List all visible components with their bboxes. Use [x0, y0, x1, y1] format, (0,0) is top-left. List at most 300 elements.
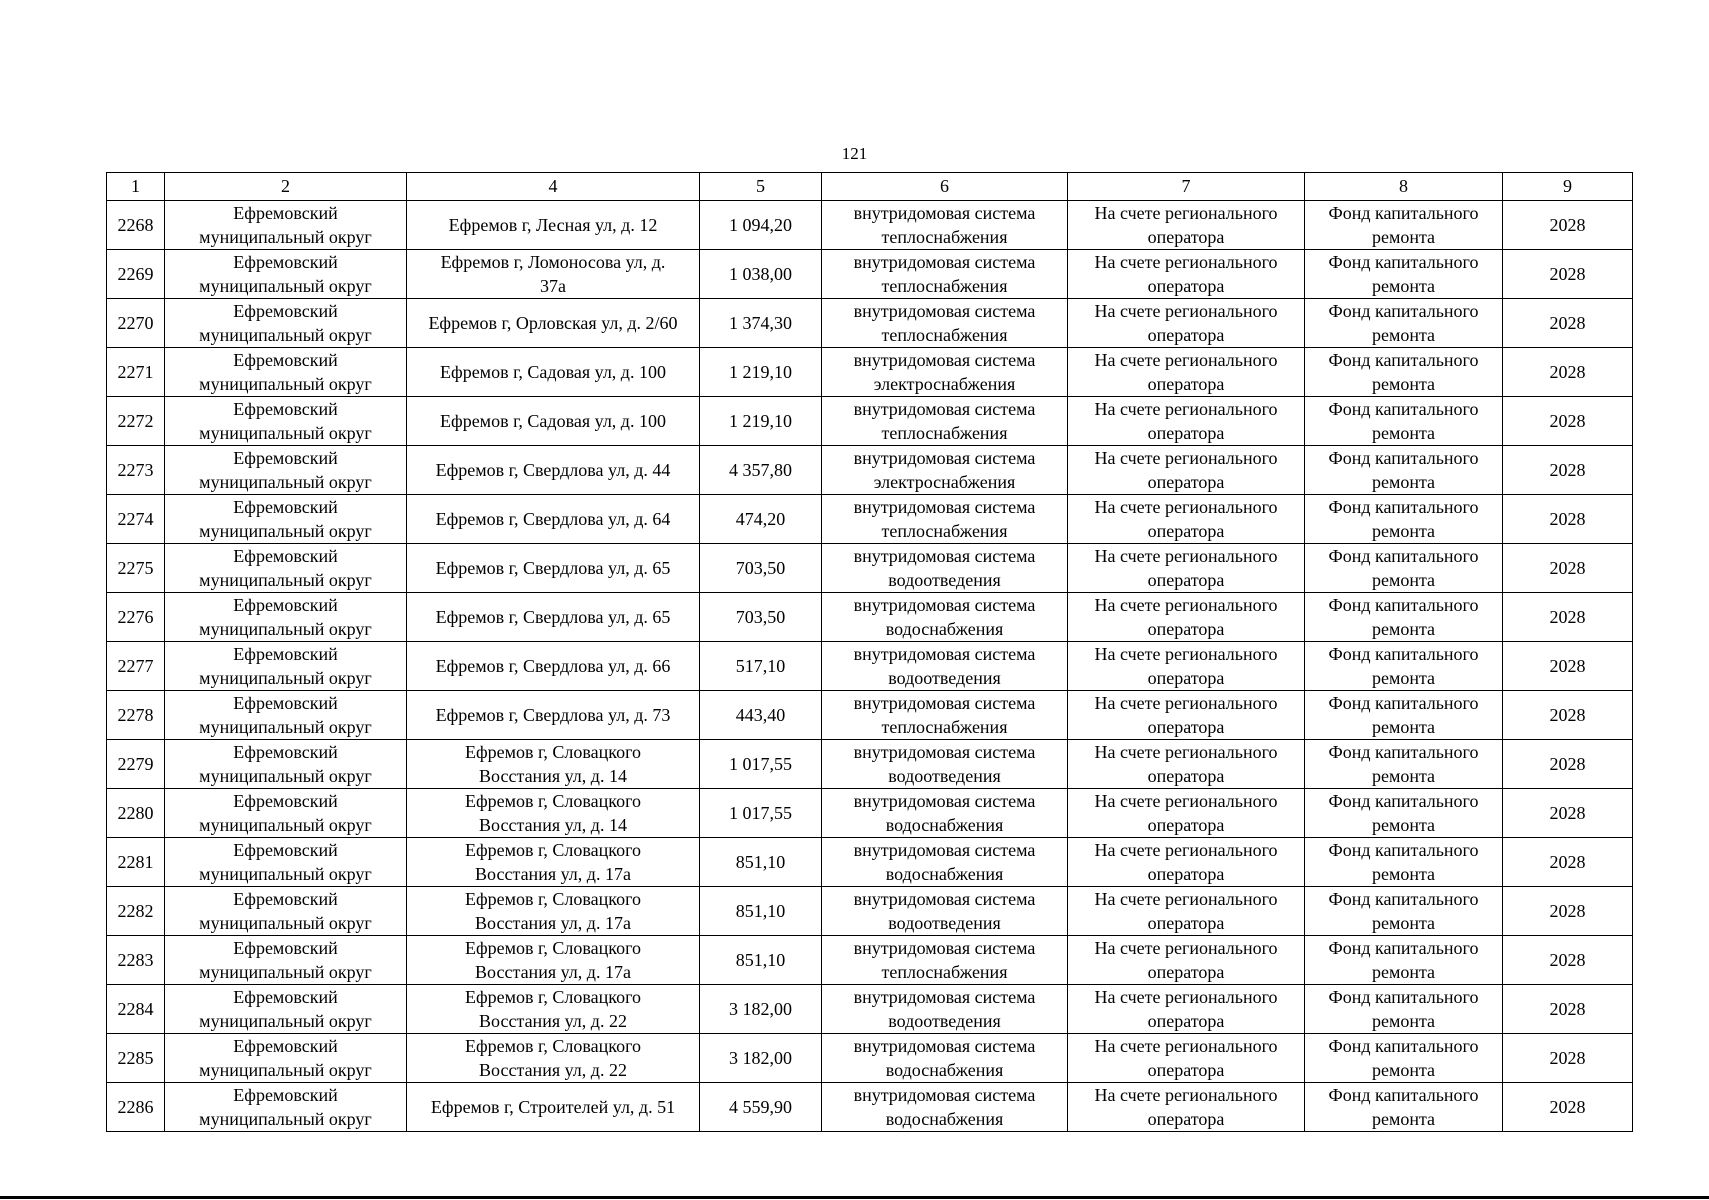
funding-source-cell-text: Фонд капитального ремонта	[1328, 693, 1479, 737]
table-row	[107, 838, 1633, 887]
planned-year-cell-text: 2028	[1549, 1048, 1586, 1068]
fund-account-cell	[1068, 544, 1305, 593]
area-cell-text: 1 094,20	[729, 215, 792, 235]
planned-year-cell	[1503, 789, 1633, 838]
district-cell	[165, 348, 407, 397]
fund-account-cell-text: На счете регионального оператора	[1094, 791, 1278, 835]
row-number-cell	[107, 838, 165, 887]
funding-source-cell-text: Фонд капитального ремонта	[1328, 252, 1479, 296]
address-cell	[407, 544, 700, 593]
row-number-cell-text: 2271	[117, 362, 154, 382]
engineering-system-cell-text: внутридомовая система теплоснабжения	[853, 693, 1036, 737]
fund-account-cell-text: На счете регионального оператора	[1094, 742, 1278, 786]
area-cell-text: 1 017,55	[729, 754, 792, 774]
address-cell-text: Ефремов г, Свердлова ул, д. 73	[435, 705, 671, 725]
address-cell	[407, 936, 700, 985]
funding-source-cell-text: Фонд капитального ремонта	[1328, 644, 1479, 688]
funding-source-cell-text: Фонд капитального ремонта	[1328, 840, 1479, 884]
funding-source-cell	[1305, 397, 1503, 446]
engineering-system-cell-text: внутридомовая система электроснабжения	[853, 448, 1036, 492]
engineering-system-cell-text: внутридомовая система водоотведения	[853, 546, 1036, 590]
page-bottom-rule	[0, 1196, 1709, 1199]
engineering-system-cell	[822, 838, 1068, 887]
row-number-cell-text: 2281	[117, 852, 154, 872]
area-cell-text: 3 182,00	[729, 999, 792, 1019]
address-cell-text: Ефремов г, Свердлова ул, д. 65	[435, 558, 671, 578]
row-number-cell	[107, 740, 165, 789]
row-number-cell	[107, 299, 165, 348]
planned-year-cell	[1503, 642, 1633, 691]
area-cell-text: 851,10	[735, 852, 786, 872]
district-cell-text: Ефремовский муниципальный округ	[199, 350, 372, 394]
funding-source-cell	[1305, 642, 1503, 691]
area-cell	[700, 250, 822, 299]
fund-account-cell-text: На счете регионального оператора	[1094, 350, 1278, 394]
row-number-cell	[107, 446, 165, 495]
engineering-system-cell	[822, 495, 1068, 544]
planned-year-cell-text: 2028	[1549, 901, 1586, 921]
address-cell-text: Ефремов г, Словацкого Восстания ул, д. 14	[464, 791, 642, 835]
fund-account-cell-text: На счете регионального оператора	[1094, 546, 1278, 590]
district-cell-text: Ефремовский муниципальный округ	[199, 448, 372, 492]
district-cell-text: Ефремовский муниципальный округ	[199, 595, 372, 639]
engineering-system-cell	[822, 985, 1068, 1034]
fund-account-cell-text: На счете регионального оператора	[1094, 252, 1278, 296]
engineering-system-cell-text: внутридомовая система водоотведения	[853, 742, 1036, 786]
fund-account-cell	[1068, 936, 1305, 985]
funding-source-cell	[1305, 495, 1503, 544]
fund-account-cell-text: На счете регионального оператора	[1094, 497, 1278, 541]
engineering-system-cell-text: внутридомовая система водоотведения	[853, 644, 1036, 688]
row-number-cell-text: 2272	[117, 411, 154, 431]
address-cell	[407, 985, 700, 1034]
fund-account-cell-text: На счете регионального оператора	[1094, 301, 1278, 345]
district-cell	[165, 838, 407, 887]
row-number-cell	[107, 201, 165, 250]
area-cell-text: 1 038,00	[729, 264, 792, 284]
planned-year-cell	[1503, 740, 1633, 789]
planned-year-cell-text: 2028	[1549, 215, 1586, 235]
fund-account-cell-text: На счете регионального оператора	[1094, 987, 1278, 1031]
area-cell	[700, 544, 822, 593]
row-number-cell-text: 2270	[117, 313, 154, 333]
address-cell-text: Ефремов г, Садовая ул, д. 100	[440, 362, 666, 382]
table-row	[107, 1083, 1633, 1132]
planned-year-cell-text: 2028	[1549, 362, 1586, 382]
engineering-system-cell	[822, 593, 1068, 642]
engineering-system-cell	[822, 936, 1068, 985]
planned-year-cell	[1503, 1083, 1633, 1132]
funding-source-cell	[1305, 740, 1503, 789]
planned-year-cell	[1503, 887, 1633, 936]
district-cell-text: Ефремовский муниципальный округ	[199, 791, 372, 835]
fund-account-cell-text: На счете регионального оператора	[1094, 693, 1278, 737]
area-cell-text: 703,50	[735, 607, 786, 627]
planned-year-cell-text: 2028	[1549, 509, 1586, 529]
fund-account-cell	[1068, 201, 1305, 250]
engineering-system-cell	[822, 544, 1068, 593]
address-cell-text: Ефремов г, Словацкого Восстания ул, д. 17а	[464, 938, 642, 982]
row-number-cell-text: 2273	[117, 460, 154, 480]
district-cell-text: Ефремовский муниципальный округ	[199, 889, 372, 933]
engineering-system-cell	[822, 1034, 1068, 1083]
column-header: 4	[407, 173, 700, 201]
funding-source-cell-text: Фонд капитального ремонта	[1328, 987, 1479, 1031]
engineering-system-cell	[822, 1083, 1068, 1132]
planned-year-cell-text: 2028	[1549, 803, 1586, 823]
row-number-cell	[107, 593, 165, 642]
row-number-cell	[107, 250, 165, 299]
district-cell-text: Ефремовский муниципальный округ	[199, 938, 372, 982]
planned-year-cell-text: 2028	[1549, 656, 1586, 676]
address-cell-text: Ефремов г, Орловская ул, д. 2/60	[428, 313, 678, 333]
address-cell-text: Ефремов г, Словацкого Восстания ул, д. 17а	[464, 840, 642, 884]
column-header: 6	[822, 173, 1068, 201]
area-cell	[700, 446, 822, 495]
address-cell	[407, 887, 700, 936]
engineering-system-cell	[822, 397, 1068, 446]
fund-account-cell-text: На счете регионального оператора	[1094, 399, 1278, 443]
funding-source-cell-text: Фонд капитального ремонта	[1328, 1085, 1479, 1129]
address-cell	[407, 789, 700, 838]
district-cell	[165, 936, 407, 985]
table-row	[107, 446, 1633, 495]
planned-year-cell-text: 2028	[1549, 264, 1586, 284]
engineering-system-cell-text: внутридомовая система водоотведения	[853, 889, 1036, 933]
engineering-system-cell-text: внутридомовая система водоснабжения	[853, 840, 1036, 884]
planned-year-cell	[1503, 446, 1633, 495]
planned-year-cell-text: 2028	[1549, 705, 1586, 725]
fund-account-cell-text: На счете регионального оператора	[1094, 644, 1278, 688]
funding-source-cell	[1305, 1083, 1503, 1132]
district-cell-text: Ефремовский муниципальный округ	[199, 693, 372, 737]
row-number-cell-text: 2275	[117, 558, 154, 578]
district-cell	[165, 593, 407, 642]
row-number-cell-text: 2279	[117, 754, 154, 774]
funding-source-cell	[1305, 446, 1503, 495]
column-header: 9	[1503, 173, 1633, 201]
district-cell-text: Ефремовский муниципальный округ	[199, 742, 372, 786]
engineering-system-cell	[822, 250, 1068, 299]
fund-account-cell	[1068, 985, 1305, 1034]
address-cell-text: Ефремов г, Лесная ул, д. 12	[448, 215, 658, 235]
funding-source-cell-text: Фонд капитального ремонта	[1328, 203, 1479, 247]
area-cell-text: 703,50	[735, 558, 786, 578]
address-cell	[407, 348, 700, 397]
district-cell	[165, 691, 407, 740]
funding-source-cell-text: Фонд капитального ремонта	[1328, 546, 1479, 590]
row-number-cell-text: 2269	[117, 264, 154, 284]
planned-year-cell-text: 2028	[1549, 754, 1586, 774]
district-cell-text: Ефремовский муниципальный округ	[199, 497, 372, 541]
row-number-cell	[107, 985, 165, 1034]
engineering-system-cell	[822, 887, 1068, 936]
fund-account-cell-text: На счете регионального оператора	[1094, 203, 1278, 247]
table-row	[107, 593, 1633, 642]
table-row	[107, 985, 1633, 1034]
fund-account-cell	[1068, 397, 1305, 446]
address-cell	[407, 1034, 700, 1083]
area-cell	[700, 740, 822, 789]
funding-source-cell	[1305, 348, 1503, 397]
area-cell-text: 474,20	[735, 509, 786, 529]
funding-source-cell	[1305, 789, 1503, 838]
engineering-system-cell-text: внутридомовая система водоотведения	[853, 987, 1036, 1031]
district-cell	[165, 495, 407, 544]
fund-account-cell	[1068, 740, 1305, 789]
fund-account-cell	[1068, 1083, 1305, 1132]
table-row	[107, 887, 1633, 936]
area-cell	[700, 887, 822, 936]
district-cell	[165, 642, 407, 691]
row-number-cell	[107, 887, 165, 936]
address-cell-text: Ефремов г, Ломоносова ул, д. 37а	[440, 252, 666, 296]
planned-year-cell	[1503, 397, 1633, 446]
address-cell	[407, 593, 700, 642]
row-number-cell	[107, 642, 165, 691]
column-header: 8	[1305, 173, 1503, 201]
table-row	[107, 299, 1633, 348]
fund-account-cell-text: На счете регионального оператора	[1094, 1085, 1278, 1129]
funding-source-cell	[1305, 985, 1503, 1034]
fund-account-cell	[1068, 642, 1305, 691]
row-number-cell	[107, 544, 165, 593]
district-cell-text: Ефремовский муниципальный округ	[199, 252, 372, 296]
address-cell	[407, 740, 700, 789]
fund-account-cell	[1068, 348, 1305, 397]
planned-year-cell-text: 2028	[1549, 460, 1586, 480]
address-cell	[407, 446, 700, 495]
planned-year-cell-text: 2028	[1549, 558, 1586, 578]
address-cell	[407, 397, 700, 446]
planned-year-cell	[1503, 936, 1633, 985]
funding-source-cell-text: Фонд капитального ремонта	[1328, 938, 1479, 982]
district-cell	[165, 740, 407, 789]
planned-year-cell	[1503, 544, 1633, 593]
district-cell-text: Ефремовский муниципальный округ	[199, 301, 372, 345]
area-cell	[700, 397, 822, 446]
planned-year-cell	[1503, 1034, 1633, 1083]
fund-account-cell-text: На счете регионального оператора	[1094, 595, 1278, 639]
row-number-cell	[107, 397, 165, 446]
engineering-system-cell-text: внутридомовая система теплоснабжения	[853, 399, 1036, 443]
address-cell	[407, 691, 700, 740]
table-row	[107, 544, 1633, 593]
fund-account-cell-text: На счете регионального оператора	[1094, 938, 1278, 982]
district-cell-text: Ефремовский муниципальный округ	[199, 840, 372, 884]
district-cell	[165, 887, 407, 936]
engineering-system-cell	[822, 789, 1068, 838]
planned-year-cell-text: 2028	[1549, 411, 1586, 431]
fund-account-cell	[1068, 887, 1305, 936]
funding-source-cell-text: Фонд капитального ремонта	[1328, 301, 1479, 345]
funding-source-cell-text: Фонд капитального ремонта	[1328, 497, 1479, 541]
funding-source-cell	[1305, 887, 1503, 936]
funding-source-cell	[1305, 1034, 1503, 1083]
area-cell-text: 851,10	[735, 950, 786, 970]
address-cell	[407, 250, 700, 299]
address-cell-text: Ефремов г, Свердлова ул, д. 66	[435, 656, 671, 676]
row-number-cell-text: 2282	[117, 901, 154, 921]
engineering-system-cell-text: внутридомовая система теплоснабжения	[853, 252, 1036, 296]
table-body	[107, 201, 1633, 1132]
engineering-system-cell	[822, 348, 1068, 397]
row-number-cell-text: 2276	[117, 607, 154, 627]
planned-year-cell	[1503, 495, 1633, 544]
table-row	[107, 789, 1633, 838]
engineering-system-cell-text: внутридомовая система электроснабжения	[853, 350, 1036, 394]
district-cell-text: Ефремовский муниципальный округ	[199, 203, 372, 247]
funding-source-cell-text: Фонд капитального ремонта	[1328, 791, 1479, 835]
planned-year-cell	[1503, 250, 1633, 299]
engineering-system-cell	[822, 740, 1068, 789]
fund-account-cell-text: На счете регионального оператора	[1094, 1036, 1278, 1080]
address-cell	[407, 1083, 700, 1132]
row-number-cell-text: 2286	[117, 1097, 154, 1117]
row-number-cell	[107, 1083, 165, 1132]
area-cell	[700, 495, 822, 544]
address-cell	[407, 201, 700, 250]
table-row	[107, 740, 1633, 789]
page-number: 121	[841, 144, 868, 163]
engineering-system-cell	[822, 642, 1068, 691]
district-cell	[165, 446, 407, 495]
row-number-cell-text: 2284	[117, 999, 154, 1019]
planned-year-cell	[1503, 838, 1633, 887]
table-row	[107, 397, 1633, 446]
planned-year-cell-text: 2028	[1549, 852, 1586, 872]
fund-account-cell	[1068, 446, 1305, 495]
engineering-system-cell	[822, 299, 1068, 348]
area-cell	[700, 838, 822, 887]
planned-year-cell-text: 2028	[1549, 1097, 1586, 1117]
district-cell	[165, 201, 407, 250]
row-number-cell-text: 2278	[117, 705, 154, 725]
area-cell-text: 4 559,90	[729, 1097, 792, 1117]
engineering-system-cell	[822, 201, 1068, 250]
planned-year-cell-text: 2028	[1549, 950, 1586, 970]
fund-account-cell	[1068, 1034, 1305, 1083]
funding-source-cell-text: Фонд капитального ремонта	[1328, 399, 1479, 443]
fund-account-cell	[1068, 299, 1305, 348]
funding-source-cell	[1305, 250, 1503, 299]
district-cell-text: Ефремовский муниципальный округ	[199, 987, 372, 1031]
row-number-cell-text: 2285	[117, 1048, 154, 1068]
row-number-cell	[107, 936, 165, 985]
row-number-cell	[107, 1034, 165, 1083]
fund-account-cell	[1068, 593, 1305, 642]
planned-year-cell-text: 2028	[1549, 313, 1586, 333]
area-cell	[700, 642, 822, 691]
planned-year-cell	[1503, 299, 1633, 348]
planned-year-cell-text: 2028	[1549, 607, 1586, 627]
district-cell	[165, 299, 407, 348]
fund-account-cell	[1068, 495, 1305, 544]
area-cell-text: 443,40	[735, 705, 786, 725]
area-cell	[700, 1083, 822, 1132]
address-cell-text: Ефремов г, Словацкого Восстания ул, д. 17а	[464, 889, 642, 933]
area-cell-text: 851,10	[735, 901, 786, 921]
funding-source-cell	[1305, 838, 1503, 887]
table-row	[107, 642, 1633, 691]
address-cell-text: Ефремов г, Свердлова ул, д. 64	[435, 509, 671, 529]
row-number-cell-text: 2280	[117, 803, 154, 823]
area-cell-text: 1 219,10	[729, 411, 792, 431]
district-cell-text: Ефремовский муниципальный округ	[199, 399, 372, 443]
funding-source-cell-text: Фонд капитального ремонта	[1328, 595, 1479, 639]
funding-source-cell	[1305, 936, 1503, 985]
district-cell-text: Ефремовский муниципальный округ	[199, 1036, 372, 1080]
fund-account-cell	[1068, 250, 1305, 299]
funding-source-cell	[1305, 593, 1503, 642]
row-number-cell-text: 2283	[117, 950, 154, 970]
district-cell-text: Ефремовский муниципальный округ	[199, 546, 372, 590]
address-cell	[407, 495, 700, 544]
column-header: 2	[165, 173, 407, 201]
header-row	[107, 173, 1633, 201]
address-cell-text: Ефремов г, Словацкого Восстания ул, д. 22	[464, 1036, 642, 1080]
row-number-cell-text: 2274	[117, 509, 154, 529]
engineering-system-cell-text: внутридомовая система водоснабжения	[853, 1085, 1036, 1129]
funding-source-cell	[1305, 201, 1503, 250]
engineering-system-cell	[822, 691, 1068, 740]
area-cell	[700, 985, 822, 1034]
area-cell-text: 1 374,30	[729, 313, 792, 333]
district-cell	[165, 985, 407, 1034]
area-cell	[700, 936, 822, 985]
funding-source-cell-text: Фонд капитального ремонта	[1328, 448, 1479, 492]
district-cell	[165, 1034, 407, 1083]
address-cell-text: Ефремов г, Свердлова ул, д. 44	[435, 460, 671, 480]
row-number-cell-text: 2268	[117, 215, 154, 235]
planned-year-cell	[1503, 691, 1633, 740]
district-cell-text: Ефремовский муниципальный округ	[199, 644, 372, 688]
table-row	[107, 250, 1633, 299]
planned-year-cell	[1503, 348, 1633, 397]
area-cell-text: 517,10	[735, 656, 786, 676]
address-cell	[407, 642, 700, 691]
column-header: 1	[107, 173, 165, 201]
table-row	[107, 936, 1633, 985]
row-number-cell	[107, 789, 165, 838]
address-cell-text: Ефремов г, Словацкого Восстания ул, д. 14	[464, 742, 642, 786]
district-cell-text: Ефремовский муниципальный округ	[199, 1085, 372, 1129]
funding-source-cell-text: Фонд капитального ремонта	[1328, 742, 1479, 786]
address-cell-text: Ефремов г, Свердлова ул, д. 65	[435, 607, 671, 627]
address-cell-text: Ефремов г, Словацкого Восстания ул, д. 22	[464, 987, 642, 1031]
funding-source-cell	[1305, 544, 1503, 593]
engineering-system-cell-text: внутридомовая система водоснабжения	[853, 1036, 1036, 1080]
table-row	[107, 201, 1633, 250]
address-cell	[407, 838, 700, 887]
row-number-cell	[107, 495, 165, 544]
address-cell	[407, 299, 700, 348]
engineering-system-cell-text: внутридомовая система водоснабжения	[853, 595, 1036, 639]
area-cell-text: 1 017,55	[729, 803, 792, 823]
fund-account-cell-text: На счете регионального оператора	[1094, 840, 1278, 884]
row-number-cell	[107, 691, 165, 740]
table-row	[107, 691, 1633, 740]
fund-account-cell-text: На счете регионального оператора	[1094, 889, 1278, 933]
fund-account-cell	[1068, 691, 1305, 740]
engineering-system-cell-text: внутридомовая система теплоснабжения	[853, 938, 1036, 982]
engineering-system-cell-text: внутридомовая система теплоснабжения	[853, 497, 1036, 541]
area-cell	[700, 691, 822, 740]
district-cell	[165, 789, 407, 838]
area-cell	[700, 348, 822, 397]
funding-source-cell-text: Фонд капитального ремонта	[1328, 350, 1479, 394]
row-number-cell-text: 2277	[117, 656, 154, 676]
